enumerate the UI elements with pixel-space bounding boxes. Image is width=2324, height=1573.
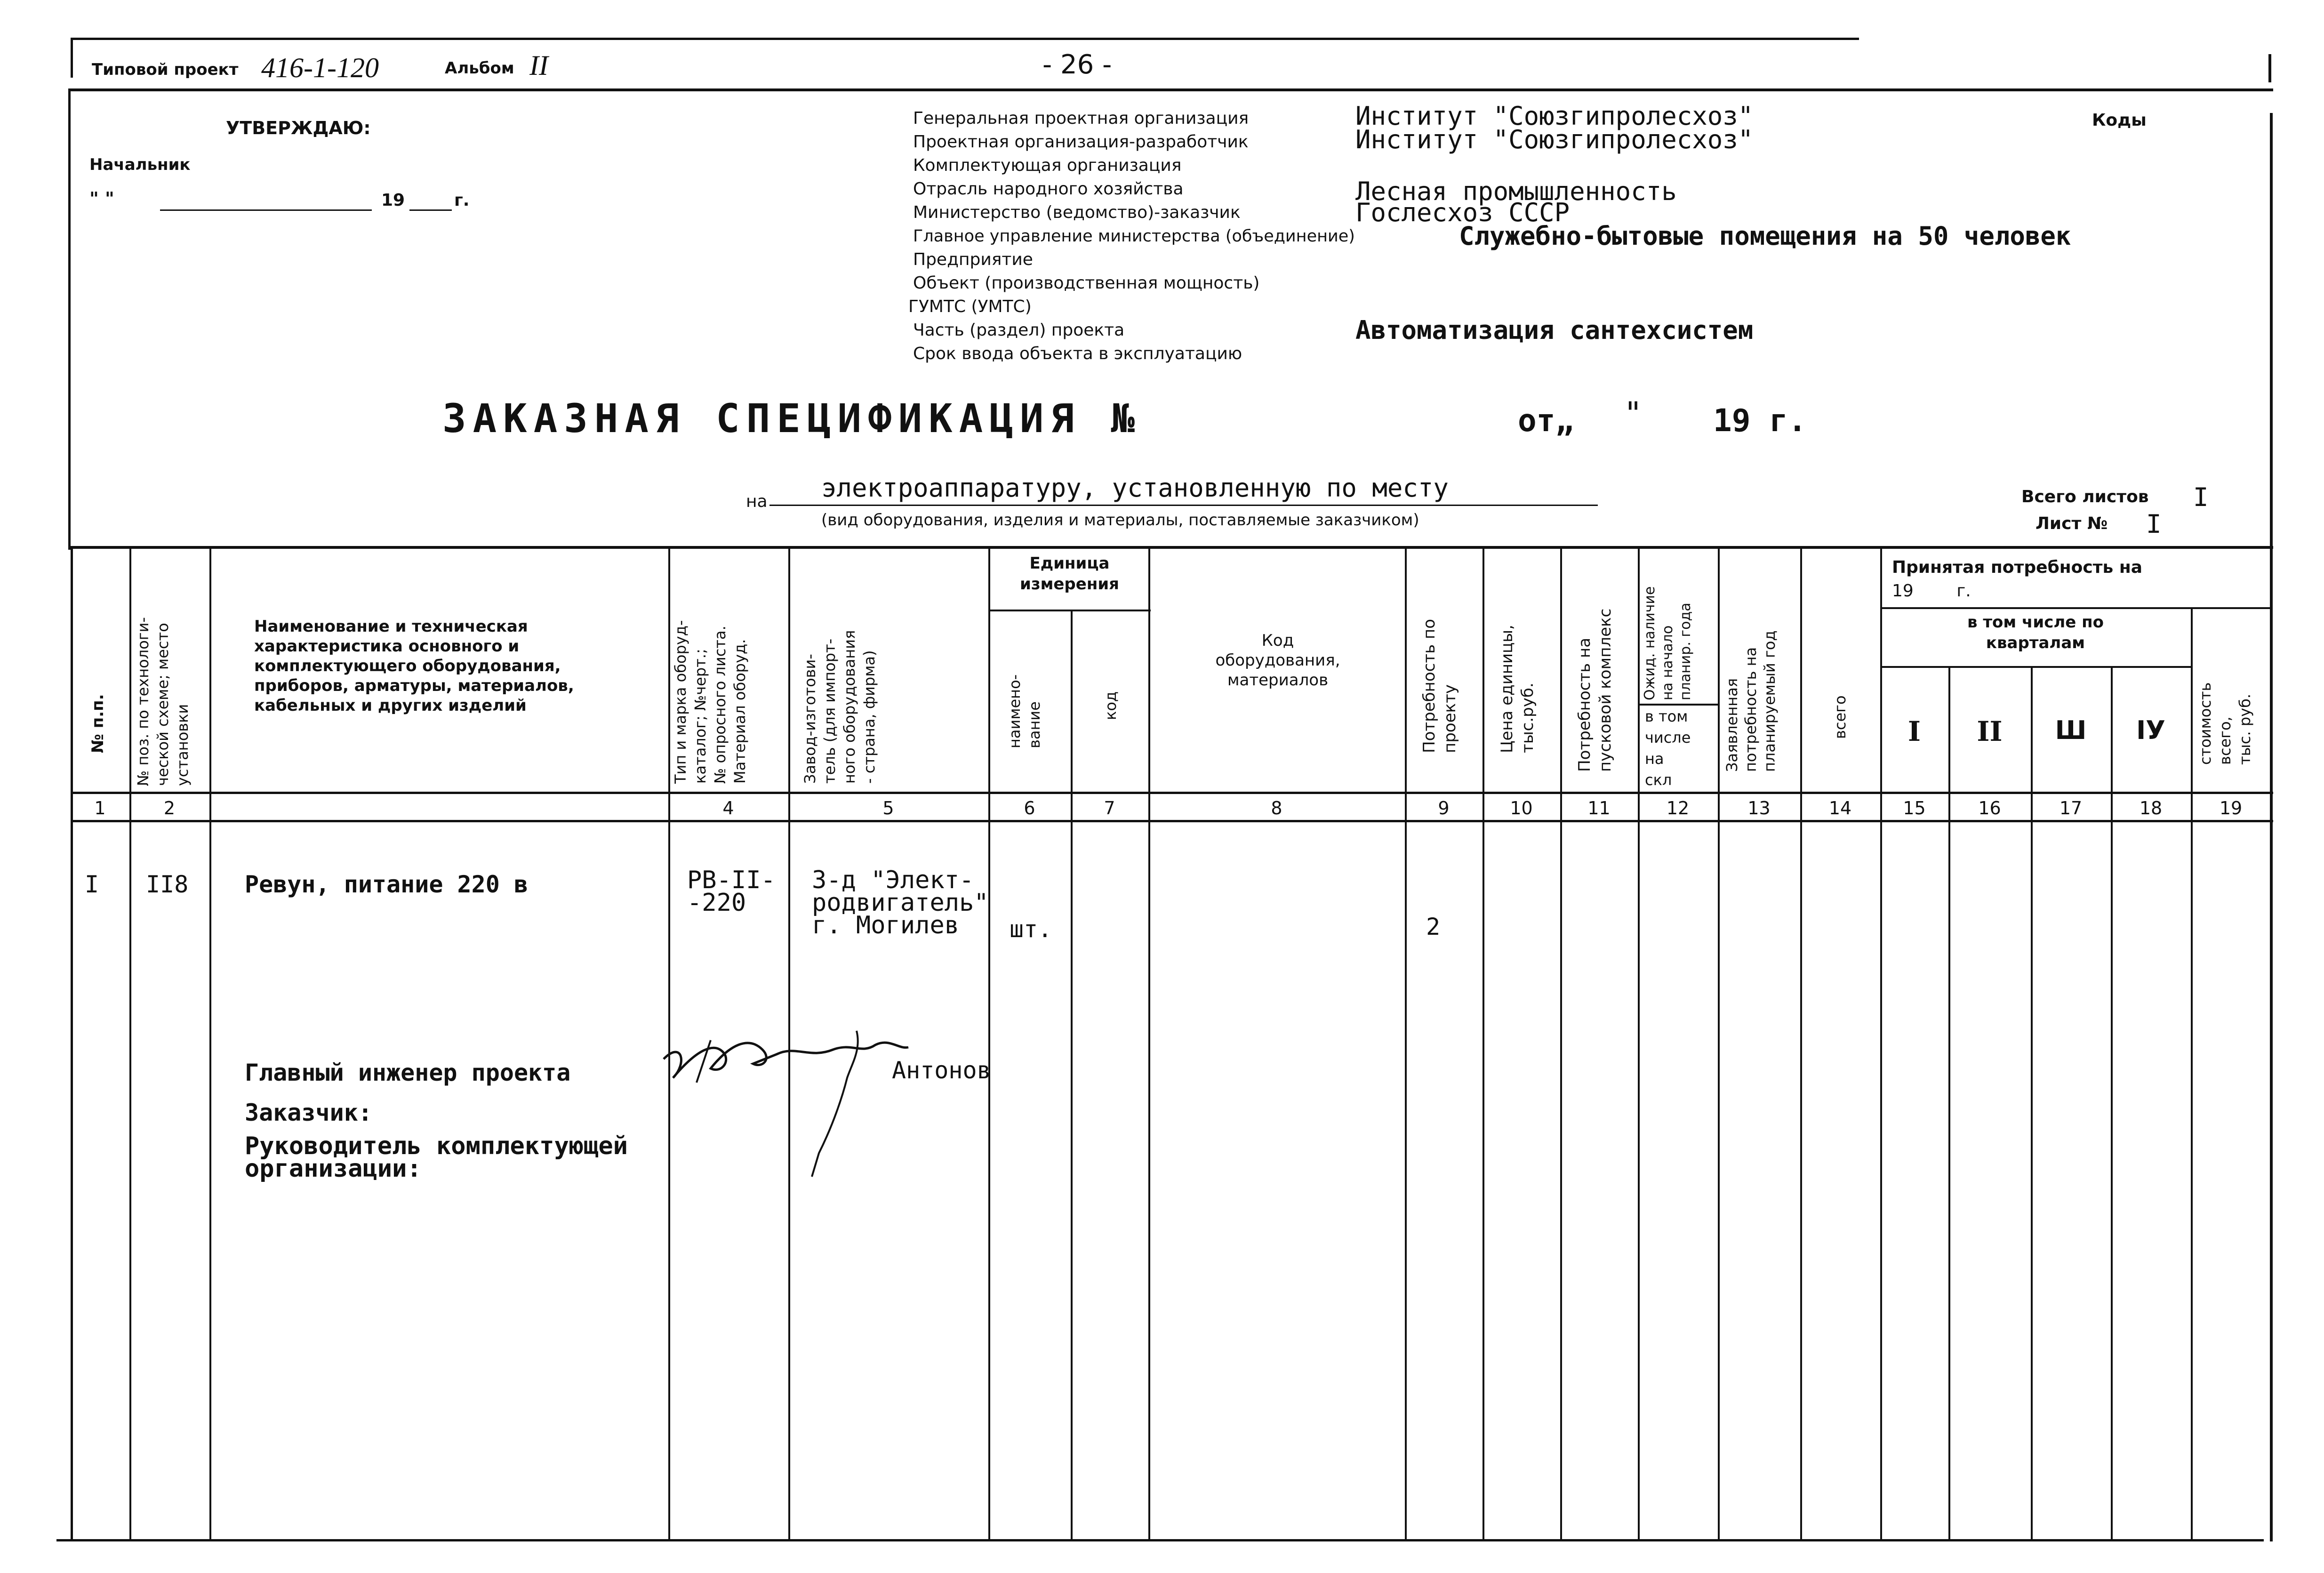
- subject-underline: [769, 505, 1598, 506]
- header-q2: II: [1977, 715, 2003, 747]
- colnum-16: 16: [1978, 798, 2001, 819]
- col-rule-9: [1483, 546, 1484, 1541]
- colnum-9: 9: [1438, 798, 1450, 819]
- spec-quote: ": [1624, 395, 1643, 432]
- spec-year: 19 г.: [1713, 402, 1807, 439]
- row-maker-line2: родвигатель": [812, 889, 989, 917]
- header-accepted-year: 19 г.: [1892, 581, 1971, 601]
- row-type-line1: РВ-II-: [687, 866, 776, 894]
- org-label-complect: Комплектующая организация: [913, 156, 1182, 175]
- subject-value: электроаппаратуру, установленную по месту: [821, 473, 1449, 503]
- col-rule-18: [2191, 607, 2193, 1541]
- colnum-6: 6: [1024, 798, 1035, 819]
- row-quantity: 2: [1426, 913, 1441, 940]
- col-rule-16: [2031, 666, 2033, 1541]
- header-c6: наимено- вание: [1006, 674, 1043, 748]
- handwritten-signature-icon: [654, 1021, 918, 1191]
- subject-na: на: [746, 492, 768, 511]
- industry-value: Лесная промышленность: [1355, 177, 1677, 206]
- colnum-4: 4: [722, 798, 734, 819]
- row-type-line2: -220: [687, 889, 746, 917]
- unit-split-rule: [988, 610, 1151, 611]
- org-label-object: Объект (производственная мощность): [913, 273, 1260, 293]
- colnum-8: 8: [1271, 798, 1282, 819]
- sig-customer: Заказчик:: [245, 1099, 372, 1126]
- colnum-14: 14: [1828, 798, 1852, 819]
- colnum-bottom-rule: [71, 820, 2273, 822]
- org-label-developer: Проектная организация-разработчик: [913, 132, 1249, 152]
- total-sheets-label: Всего листов: [2021, 487, 2149, 506]
- sheet-label: Лист №: [2036, 514, 2108, 533]
- album-number: II: [529, 50, 548, 81]
- approve-g: г.: [454, 191, 470, 210]
- org-label-section: Часть (раздел) проекта: [913, 321, 1125, 340]
- col-rule-14: [1880, 546, 1882, 1541]
- org-label-enterprise: Предприятие: [913, 250, 1033, 269]
- colnum-2: 2: [163, 798, 176, 819]
- org-label-ministry: Министерство (ведомство)-заказчик: [913, 203, 1241, 222]
- table-bottom-rule: [56, 1539, 2264, 1541]
- header-c19: стоимость всего, тыс. руб.: [2196, 682, 2254, 765]
- col-rule-10: [1560, 546, 1562, 1541]
- col-rule-19: [2270, 546, 2273, 1541]
- project-label: Типовой проект: [92, 60, 239, 79]
- colnum-1: 1: [94, 798, 106, 819]
- colnum-17: 17: [2059, 798, 2083, 819]
- header-c10: Цена единицы, тыс.руб.: [1498, 625, 1537, 753]
- header-c12a: Ожид. наличие на начало планир. года: [1642, 586, 1694, 700]
- colnum-18: 18: [2139, 798, 2163, 819]
- header-c11: Потребность на пусковой комплекс: [1575, 608, 1615, 772]
- approve-year: 19: [381, 191, 405, 210]
- header-accepted: Принятая потребность на: [1892, 558, 2142, 577]
- header-c3: Наименование и техническая характеристика основного и комплектующего оборудования, приборов, арматуры, материалов, кабельных и других изделий: [254, 617, 574, 715]
- colnum-12: 12: [1666, 798, 1690, 819]
- org-label-department: Главное управление министерства (объединение): [913, 227, 1355, 246]
- header-unit: Единица измерения: [1020, 554, 1119, 594]
- sig-head-line2: организации:: [245, 1155, 422, 1183]
- approve-title: УТВЕРЖДАЮ:: [226, 118, 371, 138]
- header-bottom-rule: [71, 792, 2273, 794]
- row-name: Ревун, питание 220 в: [245, 871, 529, 898]
- col-rule-8: [1405, 546, 1407, 1541]
- developer-org-value: Институт "Союзгипролесхоз": [1355, 125, 1754, 154]
- header-c2: № поз. по технологи- ческой схеме; место установки: [134, 617, 192, 786]
- accepted-split-rule: [1880, 607, 2271, 609]
- stock-split-rule: [1638, 704, 1718, 706]
- col-rule-2: [209, 546, 211, 1541]
- colnum-13: 13: [1747, 798, 1771, 819]
- colnum-15: 15: [1903, 798, 1926, 819]
- header-c12b: в том числе на скл: [1645, 707, 1691, 789]
- header-c7: код: [1102, 691, 1120, 720]
- top-dash-rule: [71, 38, 1859, 40]
- ministry-value: Гослесхоз СССР: [1355, 198, 1570, 227]
- codes-label: Коды: [2092, 111, 2147, 130]
- quarters-split-rule: [1880, 666, 2191, 668]
- approve-quotes: " ": [89, 188, 114, 209]
- colnum-7: 7: [1104, 798, 1115, 819]
- frame-left-top: [71, 40, 73, 78]
- header-c5: Завод-изготови- тель (для импорт- ного оборудования - страна, фирма): [801, 630, 878, 784]
- header-c13: Заявленная потребность на планируемый год: [1723, 630, 1779, 772]
- col-rule-13: [1800, 546, 1802, 1541]
- subject-caption: (вид оборудования, изделия и материалы, поставляемые заказчиком): [821, 511, 1419, 530]
- header-q3: Ш: [2055, 715, 2087, 745]
- approve-year-underline: [409, 209, 452, 211]
- album-label: Альбом: [445, 59, 514, 78]
- col-rule-17: [2111, 666, 2113, 1541]
- page-number: - 26 -: [1042, 49, 1112, 80]
- row-number: I: [85, 871, 99, 898]
- project-number: 416-1-120: [261, 52, 379, 83]
- header-box-left: [68, 88, 71, 550]
- org-label-industry: Отрасль народного хозяйства: [913, 179, 1184, 199]
- org-label-deadline: Срок ввода объекта в эксплуатацию: [913, 344, 1242, 363]
- header-q1: I: [1907, 715, 1921, 747]
- header-q4: IУ: [2136, 715, 2165, 745]
- colnum-10: 10: [1510, 798, 1533, 819]
- sig-chief-engineer: Главный инженер проекта: [245, 1059, 571, 1086]
- spec-title: ЗАКАЗНАЯ СПЕЦИФИКАЦИЯ №: [442, 395, 1142, 441]
- colnum-19: 19: [2219, 798, 2243, 819]
- header-c14: всего: [1831, 695, 1849, 739]
- spec-from: от„: [1518, 402, 1574, 439]
- col-rule-11: [1638, 546, 1640, 1541]
- col-rule-12: [1718, 546, 1720, 1541]
- col-rule-0: [71, 546, 73, 1541]
- row-maker-line1: З-д "Элект-: [812, 866, 974, 894]
- section-value: Автоматизация сантехсистем: [1355, 315, 1754, 345]
- col-rule-15: [1948, 666, 1950, 1541]
- org-label-gumts: ГУМТС (УМТС): [908, 297, 1032, 316]
- approve-date-underline: [160, 209, 372, 211]
- total-sheets-value: I: [2193, 482, 2209, 512]
- header-box-top: [71, 88, 2273, 91]
- row-position: II8: [146, 871, 189, 898]
- sig-head-line1: Руководитель комплектующей: [245, 1132, 628, 1160]
- sig-surname: Антонов: [892, 1057, 991, 1084]
- header-c9: Потребность по проекту: [1420, 618, 1459, 753]
- header-c8: Код оборудования, материалов: [1215, 631, 1340, 690]
- row-maker-line3: г. Могилев: [812, 911, 960, 939]
- department-value: Служебно-бытовые помещения на 50 человек: [1459, 221, 2071, 251]
- sheet-value: I: [2146, 509, 2162, 539]
- header-box-right: [2270, 113, 2273, 546]
- header-c4: Тип и марка оборуд- каталог; №черт.; № опросного листа. Материал оборуд.: [672, 620, 749, 784]
- right-edge-top: [2268, 54, 2271, 82]
- col-rule-6: [1071, 610, 1073, 1541]
- colnum-3: [209, 798, 668, 819]
- colnum-5: 5: [882, 798, 894, 819]
- row-unit: шт.: [1010, 915, 1052, 943]
- col-rule-7: [1148, 546, 1150, 1541]
- table-top-rule: [71, 546, 2273, 549]
- header-quarters: в том числе по кварталам: [1967, 613, 2104, 652]
- approve-chief: Начальник: [89, 155, 191, 174]
- org-label-general: Генеральная проектная организация: [913, 109, 1249, 128]
- col-rule-1: [129, 546, 131, 1541]
- header-c1: № п.п.: [88, 694, 107, 753]
- general-org-value: Институт "Союзгипролесхоз": [1355, 101, 1754, 131]
- col-rule-5: [988, 546, 990, 1541]
- colnum-11: 11: [1587, 798, 1611, 819]
